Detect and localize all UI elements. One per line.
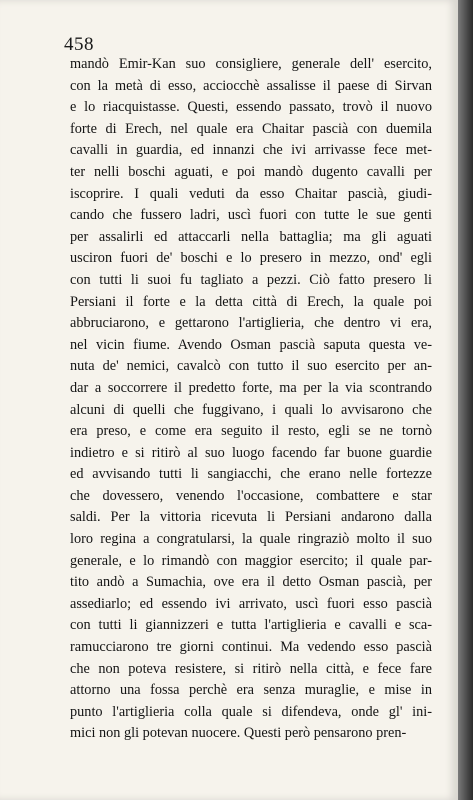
text-line: e lo riacquistasse. Questi, essendo passato, trovò il nuovo [70,99,432,116]
text-line: assediarlo; ed essendo ivi arrivato, uscì fuori esso pascià [70,595,432,612]
text-line: che non poteva resistere, si ritirò nella città, e fece fare [70,660,432,677]
text-line: saldi. Per la vittoria ricevuta li Persiani andarono dalla [70,509,432,526]
page-number: 458 [64,34,94,55]
text-line: attorno una fossa perchè era senza muraglie, e mise in [70,682,432,699]
text-line: cando che fussero ladri, uscì fuori con tutte le sue genti [70,207,432,224]
page-edge-shadow [458,0,473,800]
text-line: nuta de' nemici, cavalcò con tutto il suo esercito per an- [70,358,432,375]
text-line: usciron fuori de' boschi e lo presero in mezzo, ond' egli [70,250,432,267]
text-line: Persiani il forte e la detta città di Erech, la quale poi [70,293,432,310]
text-line: ter nelli boschi aguati, e poi mandò dugento cavalli per [70,163,432,180]
text-line: nel vicin fiume. Avendo Osman pascià saputa questa ve- [70,336,432,353]
text-line: punto l'artiglieria colla quale si difendeva, onde gl' ini- [70,703,432,720]
text-line: che dovessero, venendo l'occasione, combattere e star [70,487,432,504]
text-line: ramucciarono tre giorni continui. Ma vedendo esso pascià [70,639,432,656]
text-line: generale, e lo rimandò con maggior esercito; il quale par- [70,552,432,569]
text-line: ed avvisando tutti li sangiacchi, che erano nelle fortezze [70,466,432,483]
text-line: per assalirli ed attaccarli nella battaglia; ma gli aguati [70,228,432,245]
text-line: mici non gli potevan nuocere. Questi però pensarono pren- [70,725,407,742]
text-line: iscoprire. I quali veduti da esso Chaitar pascià, giudi- [70,185,432,202]
body-text [70,54,432,745]
text-line: tito andò a Sumachia, ove era il detto Osman pascià, per [70,574,432,591]
text-line: era preso, e come era seguito il resto, egli se ne tornò [70,423,432,440]
text-line: con tutti li giannizzeri e tutta l'artiglieria e cavalli e sca- [70,617,432,634]
text-line: forte di Erech, nel quale era Chaitar pascià con duemila [70,120,432,137]
text-line: alcuni di quelli che fuggivano, i quali lo avvisarono che [70,401,432,418]
text-line: mandò Emir-Kan suo consigliere, generale dell' esercito, [70,56,432,72]
text-line: con tutti li suoi fu tagliato a pezzi. Ciò fatto presero li [70,271,432,288]
text-line: cavalli in guardia, ed innanzi che ivi arrivasse fece met- [70,142,432,159]
text-line: loro regina a congratularsi, la quale ringraziò molto il suo [70,531,432,548]
text-line: abbruciarono, e gettarono l'artiglieria, che dentro vi era, [70,315,432,332]
text-line: dar a soccorrere il predetto forte, ma per la via scontrando [70,379,432,396]
text-line: con la metà di esso, acciocchè assalisse il paese di Sirvan [70,77,432,94]
text-line: indietro e si ritirò al suo luogo facendo far buone guardie [70,444,432,461]
